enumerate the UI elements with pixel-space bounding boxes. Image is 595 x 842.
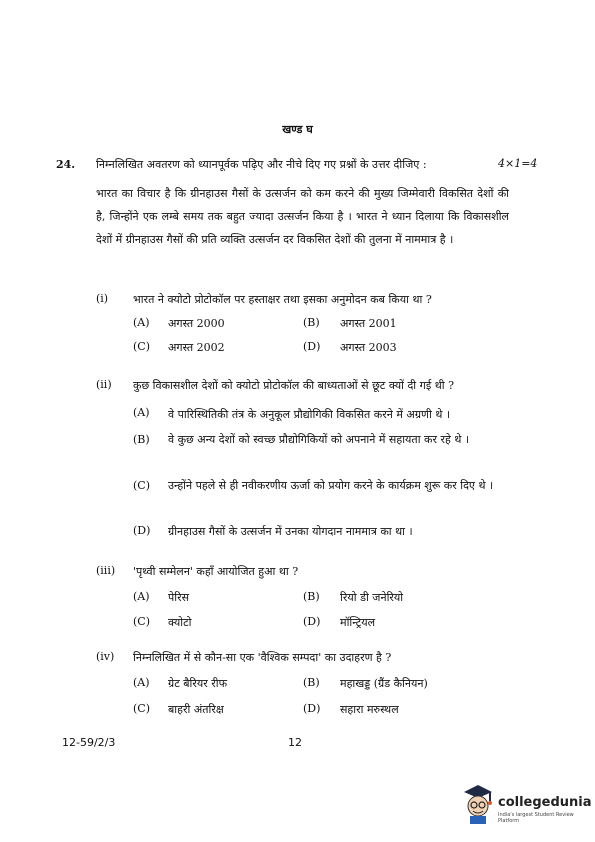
option-text: वे पारिस्थितिकी तंत्र के अनुकूल प्रौद्योगिकी विकसित करने में अग्रणी थे । [168, 408, 451, 421]
option-text: अगस्त 2002 [168, 341, 225, 354]
question-number: 24. [56, 158, 76, 171]
option-text: ग्रेट बैरियर रीफ [168, 677, 228, 690]
subquestion-number: (iv) [96, 650, 115, 663]
option-text: वे कुछ अन्य देशों को स्वच्छ प्रौद्योगिकियों को अपनाने में सहायता कर रहे थे । [168, 433, 470, 446]
option-label: (C) [133, 702, 150, 715]
option-text: महाखड्ड (ग्रैंड कैनियन) [340, 677, 428, 690]
passage-text: भारत का विचार है कि ग्रीनहाउस गैसों के उत्सर्जन को कम करने की मुख्य जिम्मेवारी विकसित देशों की है, जिन्होंने एक लम्बे समय तक बहुत ज्यादा उत्सर्जन किया है । भारत ने ध्यान दिलाया कि विकासशील देशों में ग्रीनहाउस गैसों की प्रति व्यक्ति उत्सर्जन दर विकसित देशों की तुलना में नाममात्र है । [96, 187, 509, 246]
subquestion-text: 'पृथ्वी सम्मेलन' कहाँ आयोजित हुआ था ? [133, 565, 299, 578]
watermark-brand: collegedunia [498, 795, 592, 810]
option-label: (A) [133, 676, 150, 689]
question-marks: 4×1=4 [498, 157, 538, 170]
option-text: मॉन्ट्रियल [340, 616, 376, 629]
option-label: (B) [133, 433, 150, 446]
option-label: (C) [133, 615, 150, 628]
option-text: उन्होंने पहले से ही नवीकरणीय ऊर्जा को प्रयोग करने के कार्यक्रम शुरू कर दिए थे । [168, 479, 494, 492]
option-label: (D) [303, 340, 321, 353]
option-label: (D) [133, 524, 151, 537]
option-label: (C) [133, 479, 150, 492]
option-label: (A) [133, 590, 150, 603]
option-text: सहारा मरुस्थल [340, 703, 399, 716]
option-text: ग्रीनहाउस गैसों के उत्सर्जन में उनका योगदान नाममात्र का था । [168, 525, 413, 538]
page-number: 12 [288, 736, 302, 749]
option-label: (D) [303, 615, 321, 628]
subquestion-number: (i) [96, 292, 109, 305]
subquestion-text: निम्नलिखित में से कौन-सा एक 'वैश्विक सम्पदा' का उदाहरण है ? [133, 651, 392, 664]
option-text: रियो डी जनेरियो [340, 591, 404, 604]
mascot-logo-icon [460, 782, 496, 824]
option-text: अगस्त 2003 [340, 341, 397, 354]
option-label: (A) [133, 316, 150, 329]
option-text: बाहरी अंतरिक्ष [168, 703, 224, 716]
option-text: अगस्त 2001 [340, 317, 397, 330]
subquestion-number: (ii) [96, 378, 112, 391]
option-label: (B) [303, 590, 320, 603]
subquestion-text: कुछ विकासशील देशों को क्योटो प्रोटोकॉल की बाध्यताओं से छूट क्यों दी गई थी ? [133, 379, 454, 392]
option-text: क्योटो [168, 616, 192, 629]
option-label: (D) [303, 702, 321, 715]
watermark-tagline: India's largest Student Review Platform [498, 812, 574, 824]
option-label: (C) [133, 340, 150, 353]
subquestion-number: (iii) [96, 564, 116, 577]
option-label: (B) [303, 676, 320, 689]
option-label: (B) [303, 316, 320, 329]
option-text: अगस्त 2000 [168, 317, 225, 330]
subquestion-text: भारत ने क्योटो प्रोटोकॉल पर हस्ताक्षर तथा इसका अनुमोदन कब किया था ? [133, 293, 432, 306]
section-title: खण्ड घ [282, 123, 313, 136]
question-instruction: निम्नलिखित अवतरण को ध्यानपूर्वक पढ़िए और नीचे दिए गए प्रश्नों के उत्तर दीजिए : [96, 158, 427, 171]
paper-code: 12-59/2/3 [62, 736, 116, 749]
option-text: पेरिस [168, 591, 190, 604]
option-label: (A) [133, 406, 150, 419]
